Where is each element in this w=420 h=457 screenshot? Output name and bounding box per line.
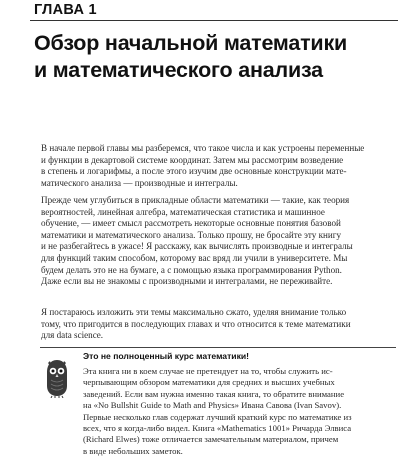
owl-icon [44,358,70,398]
paragraph-line: Я постараюсь изложить эти темы максимально сжато, уделяя внимание только [41,307,347,317]
paragraph-line: будем делать это не на бумаге, а с помощью языка программирования Python. [41,264,342,275]
paragraph-line: Прежде чем углубиться в прикладные области математики — такие, как теория [41,195,350,205]
paragraph-scope [41,307,386,342]
paragraph-line: матического анализа — производные и интегралы. [41,177,238,188]
note-line: на «No Bullshit Guide to Math and Physics» Ивана Савова (Ivan Savov). [83,400,342,411]
chapter-divider [30,20,398,21]
note-line: заведений. Если вам нужна именно такая книга, то обратите внимание [83,388,345,399]
chapter-title-line: и математического анализа [34,58,323,82]
note-line: всех, что я когда-либо видел. Книга «Mathematics 1001» Ричарда Элвиса [83,423,352,434]
paragraph-line: и не разбегайтесь в ужасе! Я расскажу, как вычислять производные и интегралы [41,241,353,252]
note-line: Первые несколько глав содержат лучший краткий курс по математике из [83,411,352,422]
paragraph-line: вероятностей, линейная алгебра, математическая статистика и машинное [41,206,325,217]
paragraph-motivation [41,195,386,288]
chapter-label: ГЛАВА 1 [34,2,97,18]
note-body [83,366,389,457]
note-line: в виде небольших заметок. [83,445,183,456]
paragraph-line: математики и математического анализа. Только прошу, не бросайте эту книгу [41,229,342,240]
paragraph-line: в степень и логарифмы, а после этого изучим две основные конструкции мате- [41,166,347,177]
paragraph-line: и функции в декартовой системе координат. Затем мы рассмотрим возведение [41,154,344,165]
paragraph-line: обучение, — имеет смысл рассмотреть некоторые основные понятия базовой [41,218,341,229]
paragraph-line: В начале первой главы мы разберемся, что такое числа и как устроены переменные [41,143,365,153]
note-line: (Richard Elwes) тоже отличается замечательным материалом, причем [83,434,339,445]
paragraph-intro [41,143,386,189]
paragraph-line: для data science. [41,330,104,341]
note-line: черпывающим обзором математики для средних и высших учебных [83,377,335,388]
paragraph-line: для функций таким способом, которому вас вряд ли учили в университете. Мы [41,252,348,263]
chapter-title-line: Обзор начальной математики [34,31,348,55]
note-heading: Это не полноценный курс математики! [83,351,250,361]
chapter-title [34,30,404,84]
paragraph-line: тому, что пригодится в последующих главах и что относится к теме математики [41,318,351,329]
note-divider [40,347,396,348]
paragraph-line: Даже если вы не знакомы с производными и интегралами, не переживайте. [41,276,333,287]
note-line: Эта книга ни в коем случае не претендует на то, чтобы служить ис- [83,366,333,376]
